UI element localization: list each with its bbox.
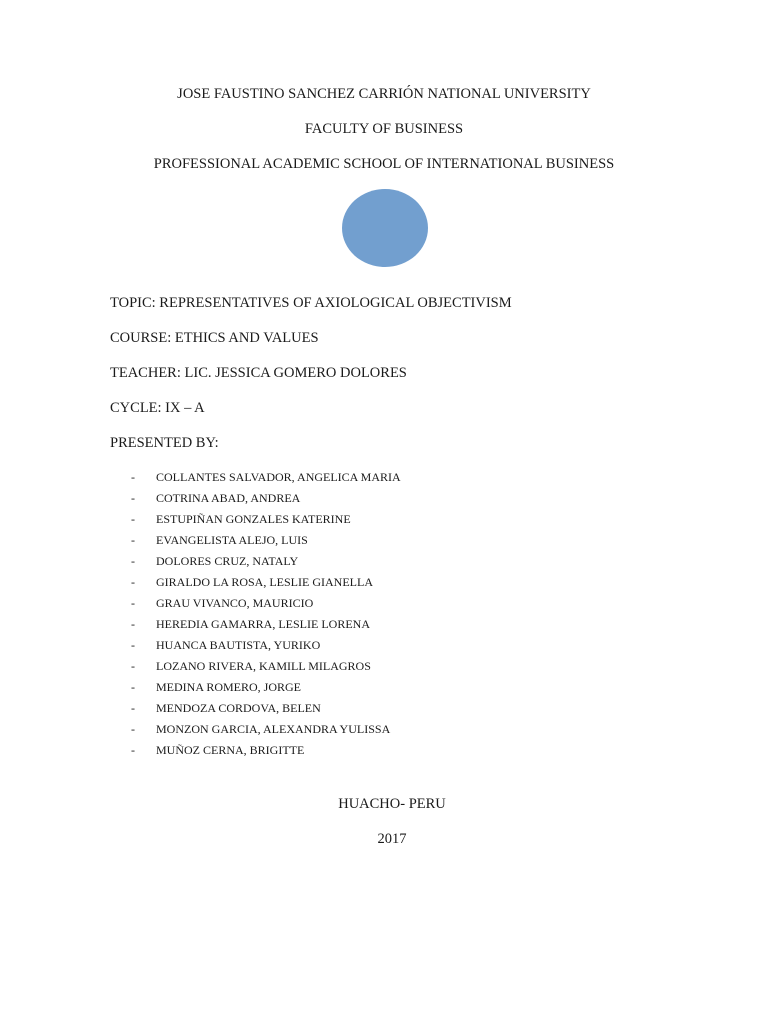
member-name: HUANCA BAUTISTA, YURIKO	[156, 638, 321, 652]
list-bullet: -	[131, 512, 135, 526]
cycle-line: CYCLE: IX – A	[110, 400, 205, 416]
list-bullet: -	[131, 554, 135, 568]
faculty-name: FACULTY OF BUSINESS	[304, 121, 464, 137]
member-name: MUÑOZ CERNA, BRIGITTE	[156, 743, 305, 757]
list-bullet: -	[131, 575, 135, 589]
list-bullet: -	[131, 638, 135, 652]
list-bullet: -	[131, 659, 135, 673]
list-bullet: -	[131, 596, 135, 610]
member-name: MEDINA ROMERO, JORGE	[156, 680, 302, 694]
school-name: PROFESSIONAL ACADEMIC SCHOOL OF INTERNATIONAL BUSINESS	[153, 156, 615, 172]
list-bullet: -	[131, 491, 135, 505]
member-name: COLLANTES SALVADOR, ANGELICA MARIA	[156, 470, 401, 484]
logo-circle	[342, 189, 428, 267]
member-name: ESTUPIÑAN GONZALES KATERINE	[156, 512, 351, 526]
member-name: LOZANO RIVERA, KAMILL MILAGROS	[156, 659, 371, 673]
list-bullet: -	[131, 617, 135, 631]
member-name: HEREDIA GAMARRA, LESLIE LORENA	[156, 617, 370, 631]
list-bullet: -	[131, 533, 135, 547]
member-name: EVANGELISTA ALEJO, LUIS	[156, 533, 308, 547]
list-bullet: -	[131, 680, 135, 694]
member-name: MONZON GARCIA, ALEXANDRA YULISSA	[156, 722, 391, 736]
teacher-line: TEACHER: LIC. JESSICA GOMERO DOLORES	[110, 365, 407, 381]
presented-by-heading: PRESENTED BY:	[110, 435, 219, 451]
year-text: 2017	[377, 831, 407, 847]
list-bullet: -	[131, 470, 135, 484]
course-line: COURSE: ETHICS AND VALUES	[110, 330, 319, 346]
list-bullet: -	[131, 701, 135, 715]
member-name: COTRINA ABAD, ANDREA	[156, 491, 301, 505]
member-name: GIRALDO LA ROSA, LESLIE GIANELLA	[156, 575, 373, 589]
list-bullet: -	[131, 722, 135, 736]
topic-line: TOPIC: REPRESENTATIVES OF AXIOLOGICAL OBJECTIVISM	[110, 295, 512, 311]
location-text: HUACHO- PERU	[338, 796, 446, 812]
member-name: GRAU VIVANCO, MAURICIO	[156, 596, 314, 610]
member-name: MENDOZA CORDOVA, BELEN	[156, 701, 321, 715]
university-name: JOSE FAUSTINO SANCHEZ CARRIÓN NATIONAL UNIVERSITY	[177, 86, 591, 102]
member-name: DOLORES CRUZ, NATALY	[156, 554, 299, 568]
list-bullet: -	[131, 743, 135, 757]
